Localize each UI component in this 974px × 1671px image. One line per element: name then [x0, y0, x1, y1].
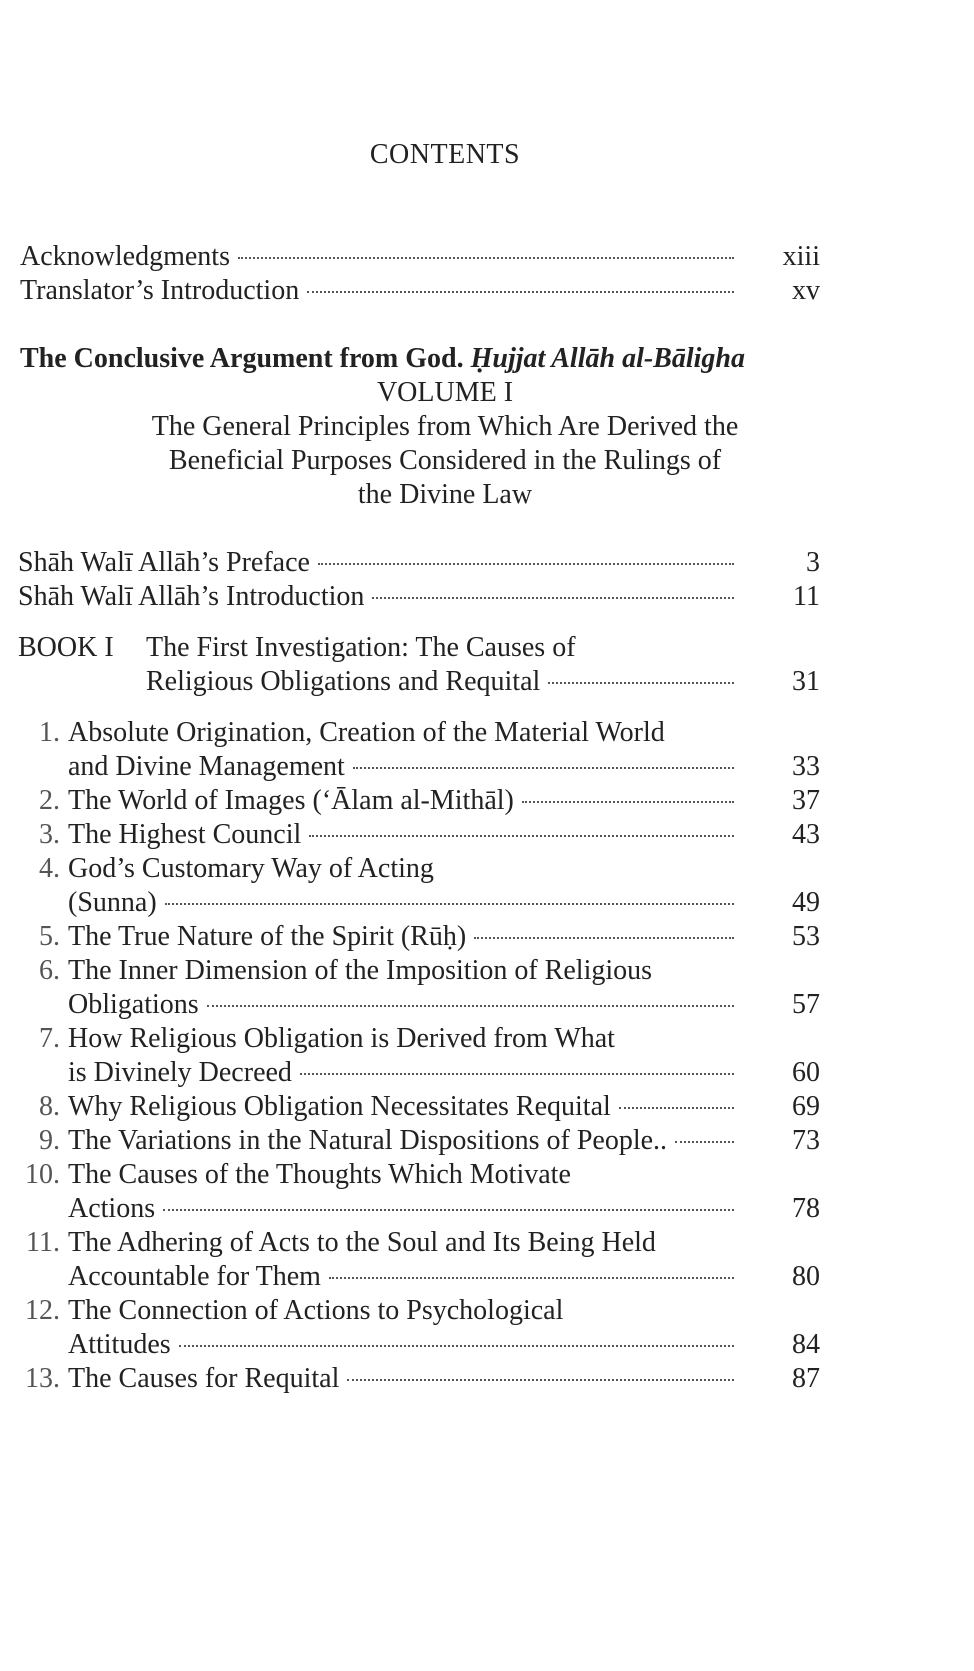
- chapter-title-line: and Divine Management: [68, 751, 345, 782]
- toc-entry-page: 60: [792, 1057, 820, 1088]
- chapter-title-row: [68, 1260, 740, 1294]
- toc-entry-page: 53: [792, 921, 820, 952]
- toc-entry-page: 43: [792, 819, 820, 850]
- volume-subtitle-line: Beneficial Purposes Considered in the Rulings of: [168, 445, 722, 476]
- chapter-number: 2.: [39, 785, 60, 816]
- leader-dots: [347, 1378, 734, 1381]
- chapter-number: 11.: [26, 1227, 60, 1258]
- chapter-title-row: [68, 920, 740, 954]
- leader-dots: [474, 936, 734, 939]
- leader-dots: [318, 562, 734, 565]
- leader-dots: [309, 834, 734, 837]
- book-title-line[interactable]: The First Investigation: The Causes of: [146, 632, 576, 663]
- toc-entry-page: 37: [792, 785, 820, 816]
- volume-subtitle-line: The General Principles from Which Are Derived the: [151, 411, 739, 442]
- chapter-title-line: Why Religious Obligation Necessitates Requital: [68, 1091, 611, 1122]
- chapter-title-line: is Divinely Decreed: [68, 1057, 292, 1088]
- toc-entry-label: Acknowledgments: [20, 241, 230, 272]
- leader-dots: [207, 1004, 734, 1007]
- chapter-number: 10.: [25, 1159, 60, 1190]
- chapter-title-line: The Causes for Requital: [68, 1363, 340, 1394]
- chapter-title-row: [68, 1192, 740, 1226]
- chapter-title-row: [68, 886, 740, 920]
- toc-entry-page: 69: [792, 1091, 820, 1122]
- volume-heading: VOLUME I: [376, 377, 514, 408]
- chapter-title-line: The Inner Dimension of the Imposition of Religious: [68, 955, 653, 986]
- chapter-title-row: [68, 1090, 740, 1124]
- work-title-arabic: Ḥujjat Allāh al-Bāligha: [470, 343, 745, 374]
- chapter-title-row: [68, 1362, 740, 1396]
- leader-dots: [353, 766, 734, 769]
- chapter-title-row: [68, 818, 740, 852]
- toc-entry-label: Shāh Walī Allāh’s Introduction: [18, 581, 365, 612]
- leader-dots: [522, 800, 734, 803]
- chapter-title-row: [68, 1124, 740, 1158]
- chapter-title-line: Attitudes: [68, 1329, 171, 1360]
- chapter-title-line: Obligations: [68, 989, 199, 1020]
- toc-entry-label: Shāh Walī Allāh’s Preface: [18, 547, 310, 578]
- leader-dots: [548, 681, 734, 684]
- toc-entry-translators-introduction[interactable]: [20, 274, 740, 308]
- toc-entry-page: 78: [792, 1193, 820, 1224]
- chapter-title-line: The Causes of the Thoughts Which Motivate: [68, 1159, 571, 1190]
- toc-entry-book-1[interactable]: [146, 665, 740, 699]
- toc-entry-page: 31: [792, 666, 820, 697]
- book-label: BOOK I: [18, 632, 114, 663]
- chapter-title-row: [68, 1056, 740, 1090]
- toc-entry-introduction[interactable]: [18, 580, 740, 614]
- toc-entry-page: xiii: [782, 241, 820, 272]
- leader-dots: [329, 1276, 734, 1279]
- chapter-number: 3.: [39, 819, 60, 850]
- chapter-title-line: The Connection of Actions to Psychological: [68, 1295, 564, 1326]
- leader-dots: [165, 902, 734, 905]
- toc-entry-page: 11: [793, 581, 820, 612]
- chapter-number: 13.: [25, 1363, 60, 1394]
- toc-entry-acknowledgments[interactable]: [20, 240, 740, 274]
- leader-dots: [372, 596, 734, 599]
- chapter-title-row: [68, 988, 740, 1022]
- chapter-title-line: The True Nature of the Spirit (Rūḥ): [68, 921, 467, 952]
- chapter-title-line: Absolute Origination, Creation of the Material World: [68, 717, 665, 748]
- chapter-title-row: [68, 750, 740, 784]
- chapter-title-line: Accountable for Them: [68, 1261, 321, 1292]
- toc-entry-label: Religious Obligations and Requital: [146, 666, 541, 697]
- toc-entry-page: 33: [792, 751, 820, 782]
- chapter-number: 5.: [39, 921, 60, 952]
- leader-dots: [675, 1140, 734, 1143]
- toc-entry-preface[interactable]: [18, 546, 740, 580]
- chapter-number: 7.: [39, 1023, 60, 1054]
- toc-entry-page: 80: [792, 1261, 820, 1292]
- work-title: [20, 342, 745, 376]
- chapter-title-line: The Highest Council: [68, 819, 302, 850]
- chapter-number: 8.: [39, 1091, 60, 1122]
- chapter-title-row: [68, 784, 740, 818]
- work-title-english: The Conclusive Argument from God.: [20, 343, 464, 374]
- leader-dots: [238, 256, 734, 259]
- toc-entry-page: 84: [792, 1329, 820, 1360]
- toc-entry-page: 87: [792, 1363, 820, 1394]
- toc-entry-page: xv: [792, 275, 820, 306]
- chapter-title-line: God’s Customary Way of Acting: [68, 853, 434, 884]
- chapter-title-line: (Sunna): [68, 887, 157, 918]
- toc-entry-page: 73: [792, 1125, 820, 1156]
- chapter-number: 1.: [39, 717, 60, 748]
- leader-dots: [307, 290, 734, 293]
- chapter-number: 4.: [39, 853, 60, 884]
- chapter-title-line: Actions: [68, 1193, 156, 1224]
- chapter-title-line: The Variations in the Natural Dispositions of People..: [68, 1125, 668, 1156]
- leader-dots: [300, 1072, 734, 1075]
- chapter-title-line: How Religious Obligation is Derived from What: [68, 1023, 615, 1054]
- page-title: CONTENTS: [369, 139, 521, 170]
- leader-dots: [163, 1208, 734, 1211]
- leader-dots: [179, 1344, 734, 1347]
- chapter-title-row: [68, 1328, 740, 1362]
- leader-dots: [619, 1106, 734, 1109]
- chapter-number: 9.: [39, 1125, 60, 1156]
- chapter-number: 6.: [39, 955, 60, 986]
- chapter-number: 12.: [25, 1295, 60, 1326]
- chapter-title-line: The Adhering of Acts to the Soul and Its Being Held: [68, 1227, 656, 1258]
- volume-subtitle-line: the Divine Law: [357, 479, 533, 510]
- toc-entry-page: 57: [792, 989, 820, 1020]
- toc-entry-page: 3: [806, 547, 820, 578]
- toc-entry-label: Translator’s Introduction: [20, 275, 300, 306]
- chapter-title-line: The World of Images (‘Ālam al-Mithāl): [68, 785, 514, 816]
- toc-entry-page: 49: [792, 887, 820, 918]
